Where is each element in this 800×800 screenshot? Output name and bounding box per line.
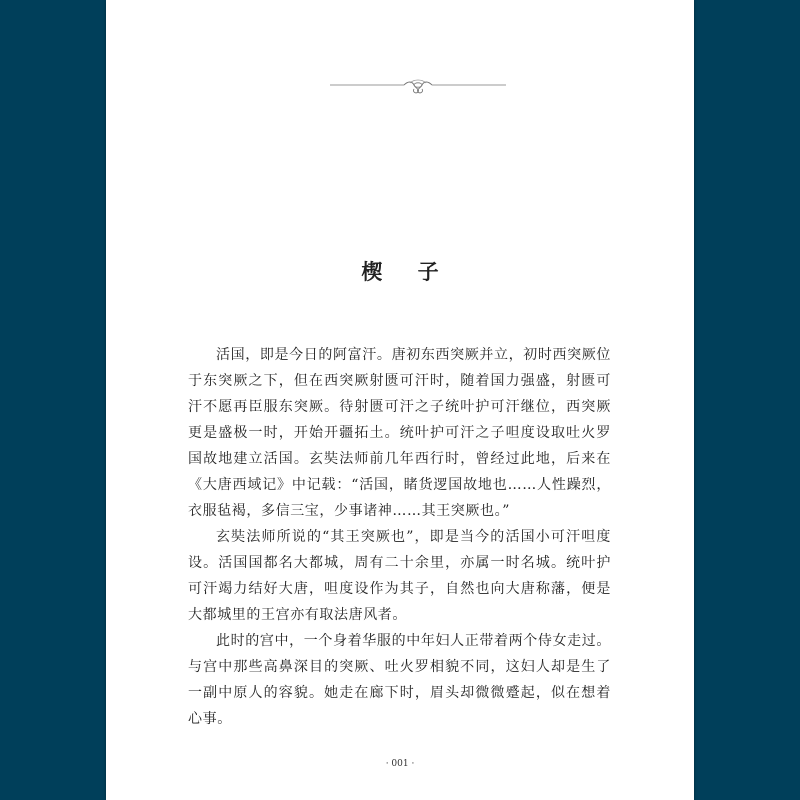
paragraph-3: 此时的宫中，一个身着华服的中年妇人正带着两个侍女走过。与宫中那些高鼻深目的突厥、吐火罗相貌不同，这妇人却是生了一副中原人的容貌。她走在廊下时，眉头却微微蹙起，似在想着心事。 [188,633,611,727]
book-page [106,0,694,800]
scroll-divider-ornament-icon [330,78,506,96]
page-number: · 001 · [385,759,415,769]
paragraph-1: 活国，即是今日的阿富汗。唐初东西突厥并立，初时西突厥位于东突厥之下，但在西突厥射匮可汗时，随着国力强盛，射匮可汗不愿再臣服东突厥。待射匮可汗之子统叶护可汗继位，西突厥更是盛极一时，开始开疆拓土。统叶护可汗之子呾度设取吐火罗国故地建立活国。玄奘法师前几年西行时，曾经过此地，后来在《大唐西域记》中记载：“活国，睹货逻国故地也……人性躁烈，衣服毡褐，多信三宝，少事诸神……其王突厥也。” [188,347,611,519]
body-text [188,342,611,732]
paragraph-2: 玄奘法师所说的“其王突厥也”，即是当今的活国小可汗呾度设。活国国都名大都城，周有二十余里，亦属一时名城。统叶护可汗竭力结好大唐，呾度设作为其子，自然也向大唐称藩，便是大都城里的王宫亦有取法唐风者。 [188,529,611,623]
chapter-title: 楔 子 [361,259,453,284]
